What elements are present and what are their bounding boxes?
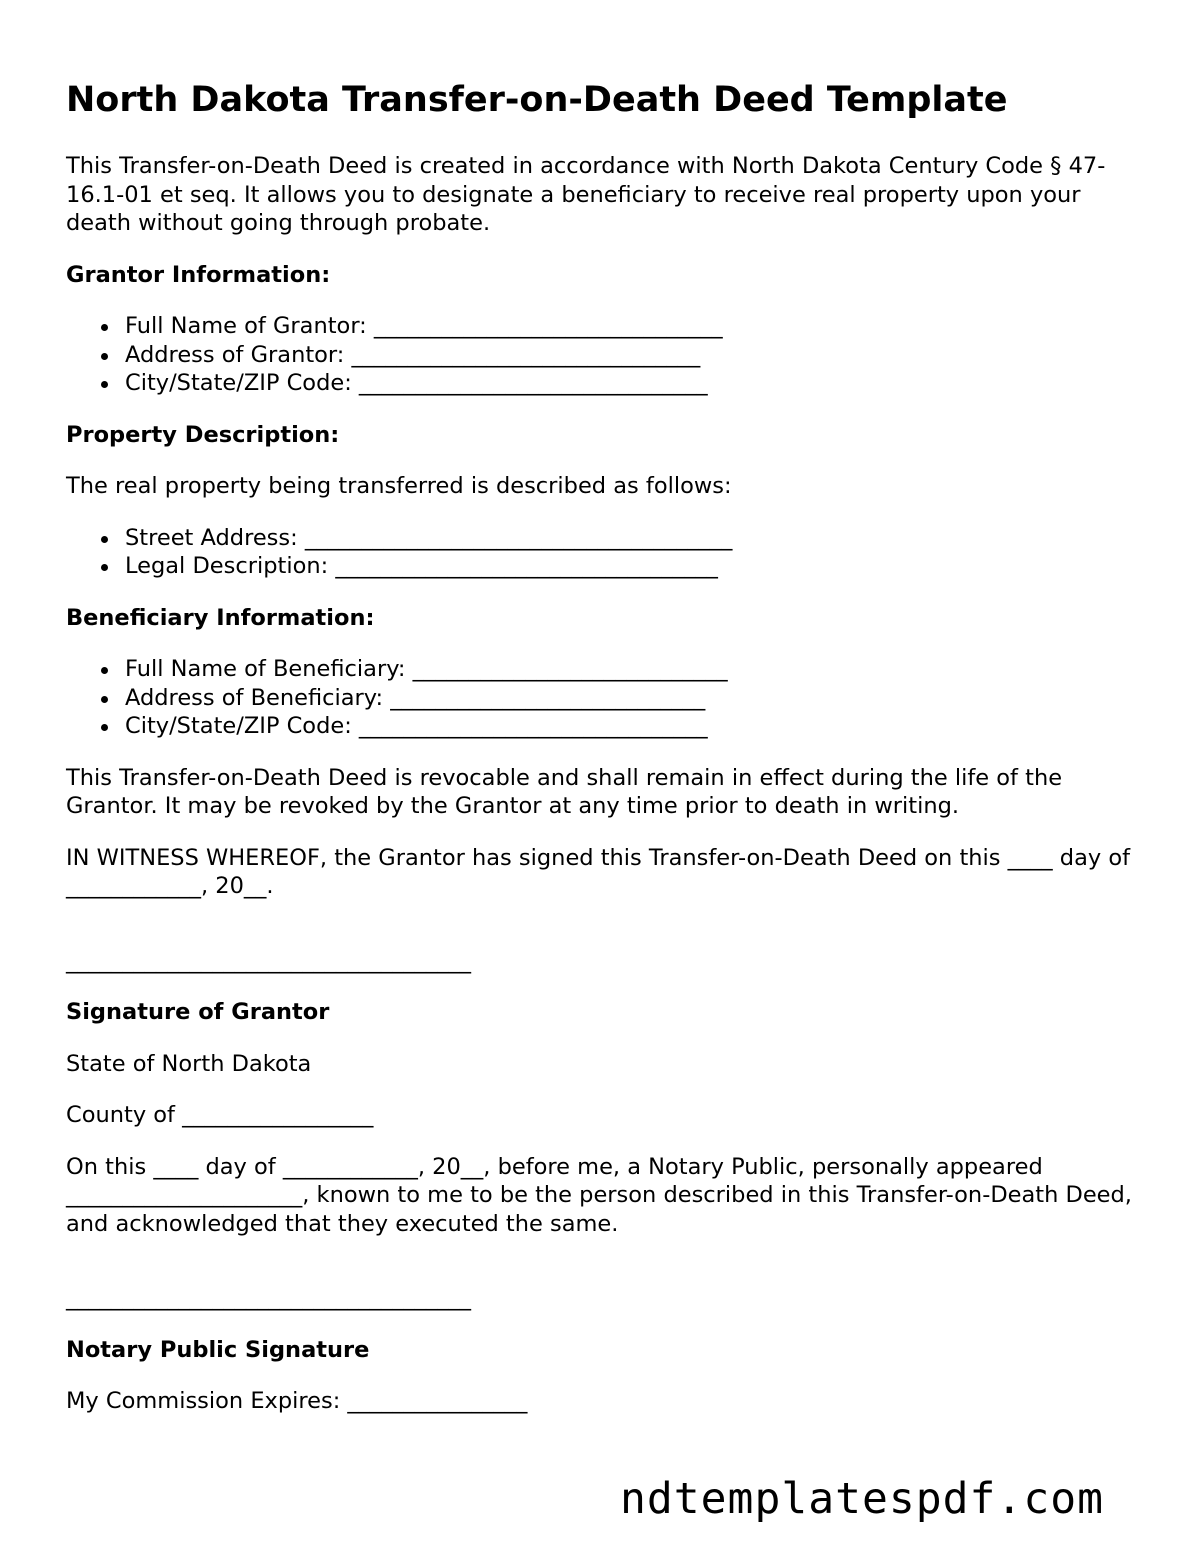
property-heading: Property Description: [66, 421, 340, 448]
beneficiary-heading: Beneficiary Information: [66, 604, 375, 631]
grantor-name-field: Full Name of Grantor: _______________________________ [125, 312, 1136, 341]
grantor-address-field: Address of Grantor: _______________________________ [125, 341, 1136, 370]
grantor-heading: Grantor Information: [66, 261, 331, 288]
beneficiary-city-field: City/State/ZIP Code: _______________________________ [125, 712, 1136, 741]
beneficiary-name-field: Full Name of Beneficiary: ____________________________ [125, 655, 1136, 684]
spacer [66, 924, 1136, 947]
notary-signature-label: Notary Public Signature [66, 1336, 370, 1363]
grantor-city-field: City/State/ZIP Code: _______________________________ [125, 369, 1136, 398]
grantor-list [66, 312, 1136, 398]
property-list [66, 524, 1136, 581]
commission-expires-line: My Commission Expires: ________________ [66, 1388, 528, 1414]
property-intro: The real property being transferred is described as follows: [66, 473, 732, 499]
intro-paragraph: This Transfer-on-Death Deed is created in accordance with North Dakota Century Code § 47-16.1-01 et seq. It allows you to designate a beneficiary to receive real property upon your death without going through probate. [66, 153, 1106, 236]
grantor-signature-label: Signature of Grantor [66, 999, 330, 1025]
document-page [66, 78, 1136, 1439]
beneficiary-address-field: Address of Beneficiary: ____________________________ [125, 684, 1136, 713]
revocable-paragraph: This Transfer-on-Death Deed is revocable and shall remain in effect during the life of the Grantor. It may be revoked by the Grantor at any time prior to death in writing. [66, 764, 1063, 819]
notary-signature-line: ____________________________________ [66, 1285, 471, 1311]
notary-paragraph: On this ____ day of ____________, 20__, before me, a Notary Public, personally appeared _____________________, known to me to be the person described in this Transfer-on-Death Deed, and acknowledged that they executed the same. [66, 1153, 1132, 1237]
site-watermark: ndtemplatespdf.com [620, 1474, 1104, 1524]
state-line: State of North Dakota [66, 1050, 312, 1077]
legal-description-field: Legal Description: __________________________________ [125, 552, 1136, 581]
beneficiary-list [66, 655, 1136, 741]
street-address-field: Street Address: ______________________________________ [125, 524, 1136, 553]
document-title: North Dakota Transfer-on-Death Deed Template [66, 80, 1008, 120]
grantor-signature-line: ____________________________________ [66, 947, 471, 974]
county-line: County of _________________ [66, 1102, 374, 1128]
witness-paragraph: IN WITNESS WHEREOF, the Grantor has signed this Transfer-on-Death Deed on this ____ day of ____________, 20__. [66, 844, 1131, 899]
spacer [66, 1261, 1136, 1284]
